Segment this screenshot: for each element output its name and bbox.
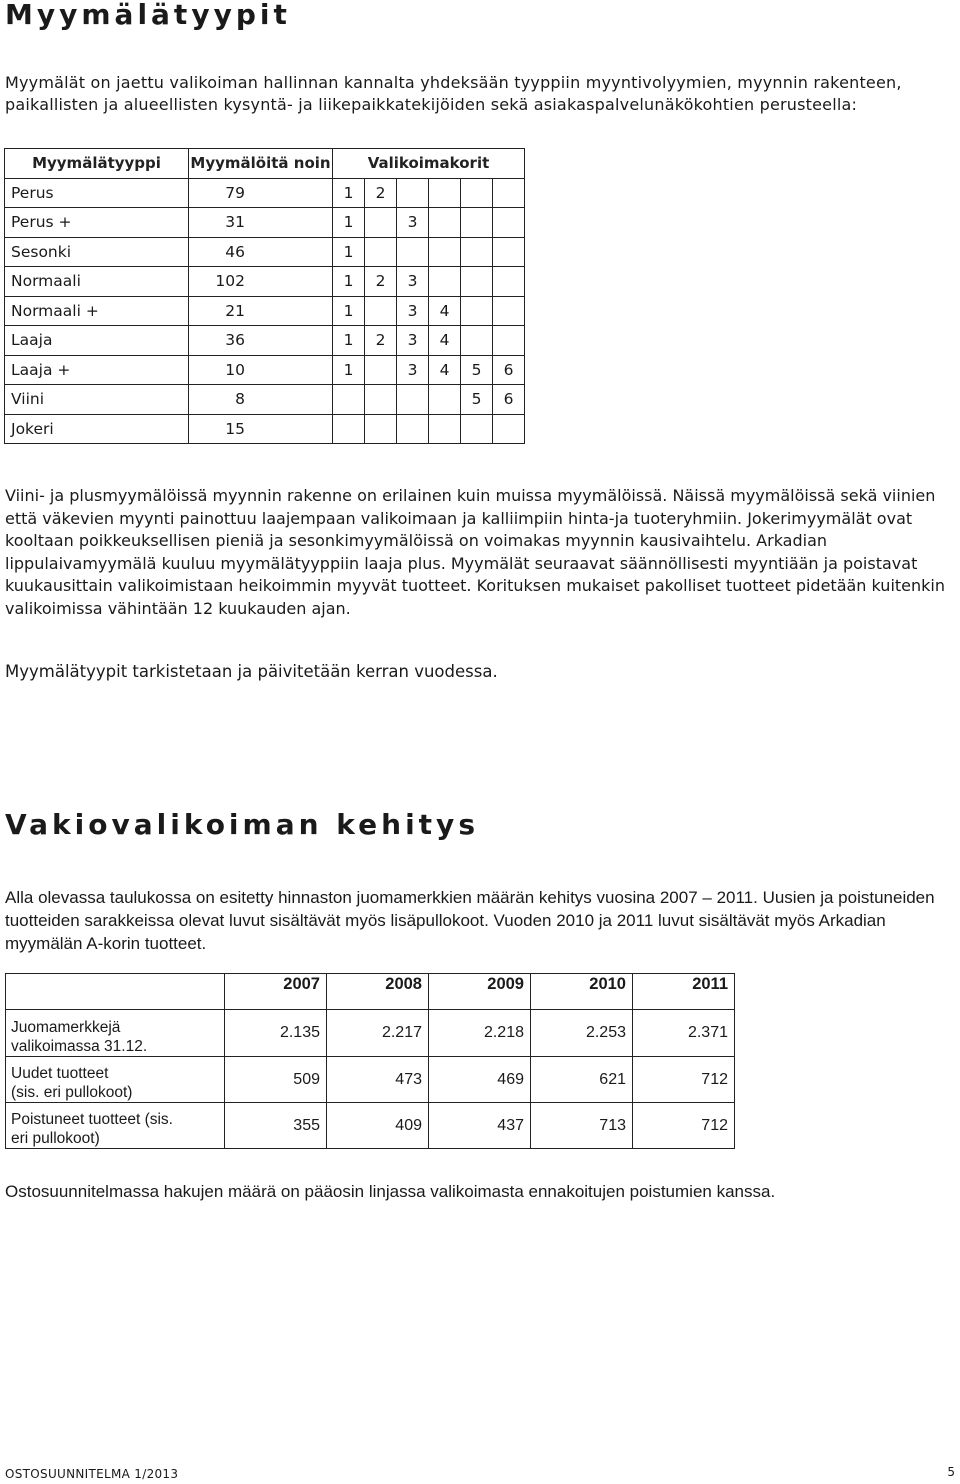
- store-count-cell: 102: [189, 267, 333, 297]
- basket-cell: [429, 208, 461, 238]
- store-count-cell: 21: [189, 296, 333, 326]
- table-row: [5, 178, 525, 208]
- basket-cell: 4: [429, 355, 461, 385]
- basket-cell: [461, 267, 493, 297]
- store-count-cell: 10: [189, 355, 333, 385]
- table-row: [6, 1057, 735, 1103]
- store-count-cell: 79: [189, 178, 333, 208]
- store-type-cell: Normaali: [5, 267, 189, 297]
- table-row: [5, 296, 525, 326]
- row-label: [6, 1103, 225, 1149]
- basket-cell: [429, 178, 461, 208]
- basket-cell: [365, 208, 397, 238]
- store-types-paragraph: Viini- ja plusmyymälöissä myynnin rakenne on erilainen kuin muissa myymälöissä. Näissä myymälöissä sekä viinien että väkevien myynti painottuu laajempaan valikoimaan ja kalliimpiin hinta-ja tuoteryhmiin. Jokerimyymälät ovat kooltaan poikkeuksellisen pieniä ja sesonkimyymälöissä on voimakas myynnin kausivaihtelu. Arkadian lippulaivamyymälä kuuluu myymälätyyppiin laaja plus. Myymälät seuraavat säännöllisesti myyntiään ja poistavat kuukausittain valikoimistaan heikoimmin myyvät tuotteet. Korituksen mukaiset pakolliset tuotteet pidetään kuitenkin valikoimissa vähintään 12 kuukauden ajan.: [5, 486, 945, 618]
- basket-cell: [365, 414, 397, 444]
- store-count-cell: 15: [189, 414, 333, 444]
- assortment-intro-paragraph: Alla olevassa taulukossa on esitetty hinnaston juomamerkkien määrän kehitys vuosina 2007 – 2011. Uusien ja poistuneiden tuotteiden sarakkeissa olevat luvut sisältävät myös lisäpullokoot. Vuoden 2010 ja 2011 luvut sisältävät myös Arkadian myymälän A-korin tuotteet.: [5, 888, 935, 953]
- value-cell: 2.218: [429, 1010, 531, 1057]
- store-type-cell: Perus +: [5, 208, 189, 238]
- empty-header-cell: [6, 974, 225, 1010]
- year-header: 2010: [531, 974, 633, 1010]
- row-label-line: Juomamerkkejä: [11, 1019, 121, 1036]
- value-cell: 2.217: [327, 1010, 429, 1057]
- value-cell: 2.135: [225, 1010, 327, 1057]
- store-count-cell: 36: [189, 326, 333, 356]
- value-cell: 437: [429, 1103, 531, 1149]
- table-row: [5, 208, 525, 238]
- basket-cell: [333, 414, 365, 444]
- basket-cell: [493, 208, 525, 238]
- basket-cell: [429, 237, 461, 267]
- table-row: [5, 414, 525, 444]
- basket-cell: 3: [397, 296, 429, 326]
- basket-cell: 3: [397, 267, 429, 297]
- row-label-line: Uudet tuotteet: [11, 1065, 109, 1082]
- store-type-cell: Normaali +: [5, 296, 189, 326]
- basket-cell: [461, 296, 493, 326]
- basket-cell: 3: [397, 208, 429, 238]
- value-cell: 409: [327, 1103, 429, 1149]
- table-header-row: [6, 974, 735, 1010]
- row-label-line: Poistuneet tuotteet (sis.: [11, 1111, 173, 1128]
- footer-publication: OSTOSUUNNITELMA 1/2013: [5, 1467, 179, 1481]
- page-number: 5: [947, 1465, 955, 1479]
- basket-cell: [493, 326, 525, 356]
- table-row: [5, 237, 525, 267]
- year-header: 2011: [633, 974, 735, 1010]
- store-count-cell: 8: [189, 385, 333, 415]
- value-cell: 713: [531, 1103, 633, 1149]
- basket-cell: 4: [429, 326, 461, 356]
- basket-cell: [397, 178, 429, 208]
- basket-cell: [365, 385, 397, 415]
- basket-cell: 4: [429, 296, 461, 326]
- basket-cell: 1: [333, 296, 365, 326]
- column-header-store-count: Myymälöitä noin: [189, 149, 333, 179]
- basket-cell: 3: [397, 355, 429, 385]
- basket-cell: [365, 296, 397, 326]
- basket-cell: [493, 178, 525, 208]
- store-type-cell: Perus: [5, 178, 189, 208]
- value-cell: 355: [225, 1103, 327, 1149]
- table-row: [5, 355, 525, 385]
- basket-cell: 1: [333, 178, 365, 208]
- row-label-line: valikoimassa 31.12.: [11, 1038, 148, 1055]
- value-cell: 2.371: [633, 1010, 735, 1057]
- basket-cell: [397, 414, 429, 444]
- review-paragraph: Myymälätyypit tarkistetaan ja päivitetään kerran vuodessa.: [5, 662, 498, 681]
- store-types-table: [4, 148, 525, 444]
- basket-cell: 2: [365, 326, 397, 356]
- table-row: [5, 326, 525, 356]
- basket-cell: [397, 385, 429, 415]
- basket-cell: [333, 385, 365, 415]
- table-row: [5, 267, 525, 297]
- basket-cell: 2: [365, 267, 397, 297]
- section-title-store-types: Myymälätyypit: [5, 0, 291, 31]
- basket-cell: 1: [333, 267, 365, 297]
- basket-cell: [461, 237, 493, 267]
- section-title-standard-assortment: Vakiovalikoiman kehitys: [5, 808, 479, 841]
- basket-cell: 1: [333, 326, 365, 356]
- store-count-cell: 31: [189, 208, 333, 238]
- year-header: 2009: [429, 974, 531, 1010]
- basket-cell: [461, 178, 493, 208]
- basket-cell: 1: [333, 208, 365, 238]
- basket-cell: 2: [365, 178, 397, 208]
- intro-paragraph: Myymälät on jaettu valikoiman hallinnan kannalta yhdeksään tyyppiin myyntivolyymien, myynnin rakenteen, paikallisten ja alueellisten kysyntä- ja liikepaikkatekijöiden sekä asiakaspalvelunäkökohtien perusteella:: [5, 73, 902, 114]
- column-header-store-type: Myymälätyyppi: [5, 149, 189, 179]
- value-cell: 712: [633, 1057, 735, 1103]
- row-label: [6, 1057, 225, 1103]
- store-type-cell: Laaja +: [5, 355, 189, 385]
- basket-cell: [461, 208, 493, 238]
- basket-cell: [493, 296, 525, 326]
- table-row: [6, 1010, 735, 1057]
- basket-cell: [429, 385, 461, 415]
- basket-cell: 1: [333, 355, 365, 385]
- store-type-cell: Sesonki: [5, 237, 189, 267]
- store-type-cell: Viini: [5, 385, 189, 415]
- basket-cell: [461, 326, 493, 356]
- assortment-development-table: [5, 973, 735, 1149]
- basket-cell: [493, 237, 525, 267]
- value-cell: 473: [327, 1057, 429, 1103]
- store-count-cell: 46: [189, 237, 333, 267]
- basket-cell: [365, 237, 397, 267]
- basket-cell: 6: [493, 355, 525, 385]
- row-label-line: eri pullokoot): [11, 1130, 100, 1147]
- basket-cell: [429, 414, 461, 444]
- basket-cell: 6: [493, 385, 525, 415]
- table-row: [6, 1103, 735, 1149]
- basket-cell: [429, 267, 461, 297]
- basket-cell: [461, 414, 493, 444]
- value-cell: 621: [531, 1057, 633, 1103]
- basket-cell: 5: [461, 355, 493, 385]
- closing-paragraph: Ostosuunnitelmassa hakujen määrä on pääosin linjassa valikoimasta ennakoitujen poistumien kanssa.: [5, 1182, 776, 1201]
- year-header: 2008: [327, 974, 429, 1010]
- row-label: [6, 1010, 225, 1057]
- basket-cell: [365, 355, 397, 385]
- value-cell: 2.253: [531, 1010, 633, 1057]
- basket-cell: 1: [333, 237, 365, 267]
- value-cell: 712: [633, 1103, 735, 1149]
- store-type-cell: Jokeri: [5, 414, 189, 444]
- basket-cell: 5: [461, 385, 493, 415]
- table-header-row: [5, 149, 525, 179]
- store-type-cell: Laaja: [5, 326, 189, 356]
- table-row: [5, 385, 525, 415]
- value-cell: 509: [225, 1057, 327, 1103]
- basket-cell: [397, 237, 429, 267]
- column-header-assortment-baskets: Valikoimakorit: [333, 149, 525, 179]
- basket-cell: 3: [397, 326, 429, 356]
- year-header: 2007: [225, 974, 327, 1010]
- row-label-line: (sis. eri pullokoot): [11, 1084, 133, 1101]
- basket-cell: [493, 414, 525, 444]
- basket-cell: [493, 267, 525, 297]
- value-cell: 469: [429, 1057, 531, 1103]
